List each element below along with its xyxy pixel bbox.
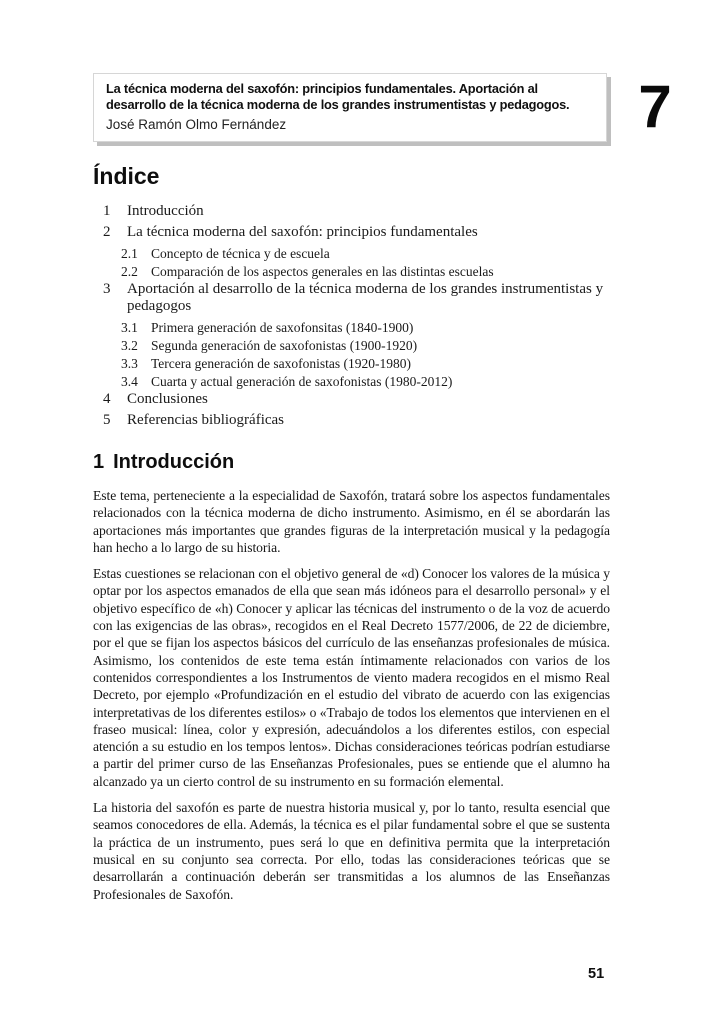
toc-item-number: 4 [103, 391, 111, 407]
toc-item-number: 1 [103, 203, 111, 219]
toc-item-label: La técnica moderna del saxofón: principios fundamentales [127, 224, 478, 240]
paragraph: Estas cuestiones se relacionan con el objetivo general de «d) Conocer los valores de la música y optar por los aspectos emanados de ella que sean más idóneos para el desarrollo personal» y el objetivo específico de «h) Conocer y aplicar las técnicas del instrumento o de la voz de acuerdo con las exigencias de las obras», recogidos en el Real Decreto 1577/2006, de 22 de diciembre, por el que se fijan los aspectos básicos del currículo de las enseñanzas profesionales de música. Asimismo, los contenidos de este tema están íntimamente relacionados con varios de los contenidos correspondientes a los Instrumentos de viento madera recogidos en el mismo Real Decreto, por ejemplo «Profundización en el estudio del vibrato de acuerdo con las exigencias interpretativas de los diferentes estilos» o «Trabajo de todos los elementos que intervienen en el fraseo musical: línea, color y expresión, adecuándolos a los diferentes estilos, con especial atención a su estudio en los tempos lentos». Dichas consideraciones teóricas podrían estudiarse a partir del primer curso de las Enseñanzas Profesionales, pues se entiende que el alumno ha alcanzado ya un cierto control de su instrumento en su formación elemental. [93, 566, 610, 789]
toc-item-label: Comparación de los aspectos generales en las distintas escuelas [151, 264, 494, 279]
chapter-title: La técnica moderna del saxofón: principios fundamentales. Aportación al desarrollo de la técnica moderna de los grandes instrumentistas y pedagogos. [106, 81, 570, 112]
introduction-body [93, 487, 610, 912]
toc-item-number: 5 [103, 412, 111, 428]
toc-item-number: 3 [103, 281, 111, 297]
index-heading: Índice [93, 163, 160, 189]
toc-item-label: Aportación al desarrollo de la técnica moderna de los grandes instrumentistas y pedagogos [127, 281, 604, 314]
page-number: 51 [588, 966, 605, 982]
chapter-author: José Ramón Olmo Fernández [106, 117, 287, 132]
toc-item-number: 3.1 [121, 320, 138, 335]
toc-item-number: 2 [103, 224, 111, 240]
toc-item [93, 263, 615, 280]
chapter-number: 7 [638, 73, 672, 140]
section-number: 1 [93, 451, 105, 473]
toc-item-number: 2.1 [121, 246, 138, 261]
table-of-contents [93, 203, 615, 433]
toc-item-number: 2.2 [121, 264, 138, 279]
paragraph: Este tema, perteneciente a la especialidad de Saxofón, tratará sobre los aspectos fundamentales relacionados con la técnica moderna de dicho instrumento. Asimismo, en él se abordarán las aportaciones más importantes que grandes figuras de la interpretación musical y la pedagogía han hecho a lo largo de su historia. [93, 488, 610, 555]
toc-item [93, 245, 615, 262]
toc-item [93, 391, 615, 408]
toc-item-number: 3.2 [121, 338, 138, 353]
toc-item-label: Segunda generación de saxofonistas (1900-1920) [151, 338, 418, 353]
toc-item [93, 203, 615, 220]
toc-item-label: Concepto de técnica y de escuela [151, 246, 330, 261]
toc-item-label: Tercera generación de saxofonistas (1920-1980) [151, 356, 411, 371]
chapter-header-box [93, 73, 607, 142]
toc-item-number: 3.3 [121, 356, 138, 371]
toc-item-label: Cuarta y actual generación de saxofonistas (1980-2012) [151, 374, 453, 389]
toc-item [93, 224, 615, 241]
toc-item-label: Primera generación de saxofonsitas (1840-1900) [151, 320, 414, 335]
toc-item-label: Referencias bibliográficas [127, 412, 285, 428]
section-heading-introduccion [93, 450, 234, 474]
toc-item [93, 355, 615, 372]
toc-item-label: Introducción [127, 203, 204, 219]
toc-item [93, 412, 615, 429]
toc-item-label: Conclusiones [127, 391, 208, 407]
toc-item [93, 373, 615, 390]
toc-item [93, 319, 615, 336]
toc-item [93, 337, 615, 354]
paragraph: La historia del saxofón es parte de nuestra historia musical y, por lo tanto, resulta esencial que seamos conocedores de ella. Además, la técnica es el pilar fundamental sobre el que se sustenta la práctica de un instrumento, pues será lo que en definitiva permita que la interpretación musical en su conjunto sea correcta. Por ello, todas las consideraciones teóricas que se desarrollarán a continuación deberán ser transmitidas a los alumnos de las Enseñanzas Profesionales de Saxofón. [93, 800, 610, 902]
toc-item-number: 3.4 [121, 374, 138, 389]
section-title: Introducción [113, 451, 235, 473]
toc-item [93, 281, 615, 315]
